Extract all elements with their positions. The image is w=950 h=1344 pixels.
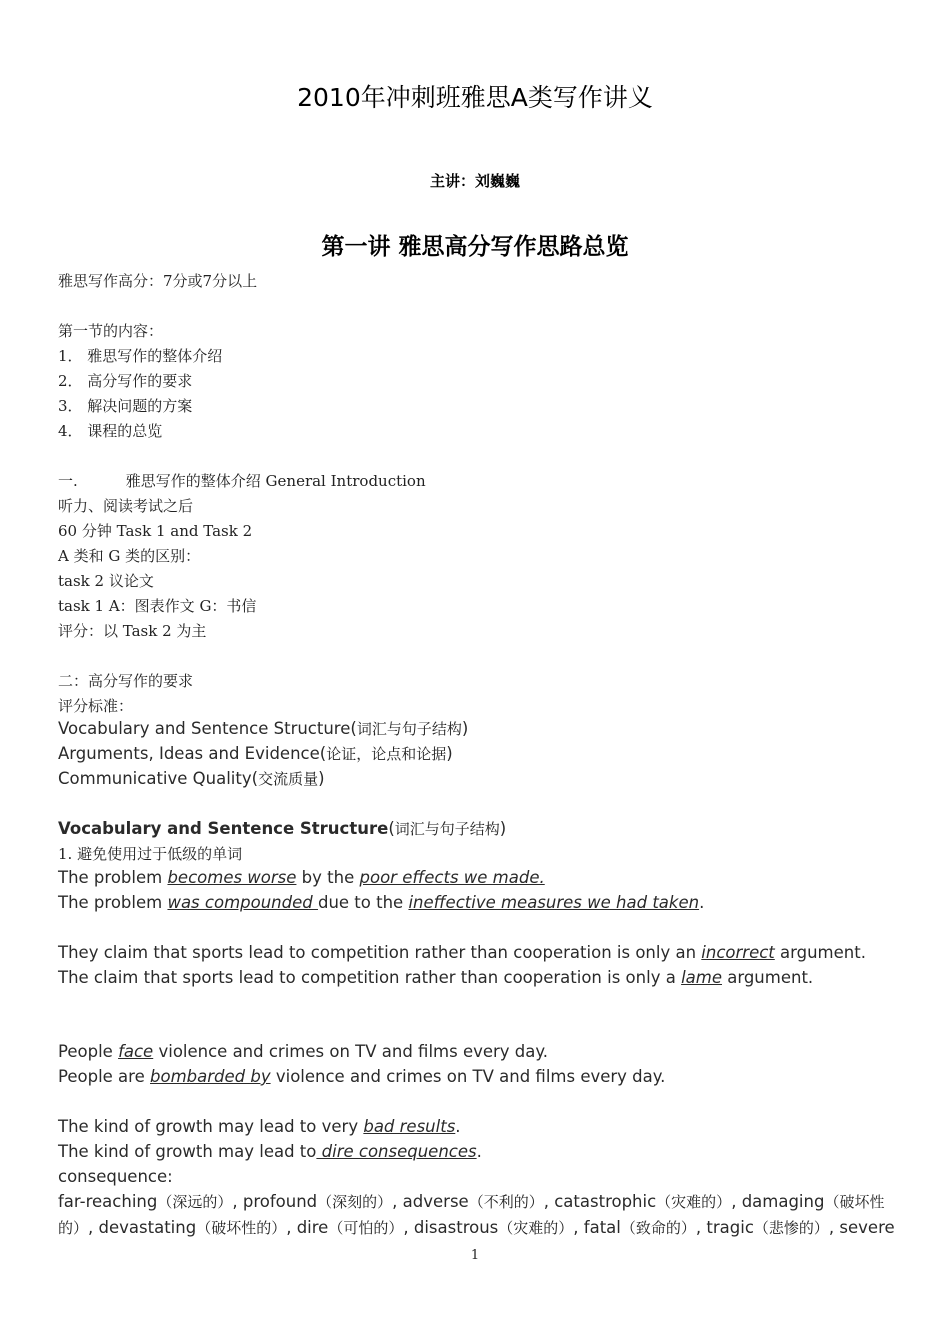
criterion-2: Arguments, Ideas and Evidence(论证，论点和论据) [58,744,453,763]
criterion-3: Communicative Quality(交流质量) [58,769,325,788]
part1-line-4: task 2 议论文 [58,572,154,590]
part2-header: 二：高分写作的要求 [58,672,194,690]
example-2b: The claim that sports lead to competition rather than cooperation is only a lame argument. [58,968,814,987]
example-3a: People face violence and crimes on TV and films every day. [58,1042,549,1061]
adjective-list: far-reaching（深远的）, profound（深刻的）, adverse（不利的）, catastrophic（灾难的）, damaging（破坏性的）, devastating（破坏性的）, dire（可怕的）, disastrous（灾难的）, fatal（致命的）, tragic（悲惨的）, severe [58,1192,895,1237]
document-title: 2010年冲刺班雅思A类写作讲义 [297,83,653,112]
contents-item-4: 4． 课程的总览 [58,422,163,440]
contents-item-2: 2． 高分写作的要求 [58,372,193,390]
part1-line-2: 60 分钟 Task 1 and Task 2 [58,522,253,540]
lecture-heading: 第一讲 雅思高分写作思路总览 [321,233,629,260]
vocab-point-1: 1. 避免使用过于低级的单词 [58,845,243,863]
page-number: 1 [470,1248,480,1263]
part1-header [58,470,426,491]
part1-line-5: task 1 A：图表作文 G：书信 [58,597,257,615]
part1-line-6: 评分：以 Task 2 为主 [58,622,207,640]
part1-line-3: A 类和 G 类的区别： [58,547,201,565]
criteria-label: 评分标准： [58,697,134,715]
vocab-section-title: Vocabulary and Sentence Structure(词汇与句子结构) [58,819,507,838]
part1-line-1: 听力、阅读考试之后 [58,497,194,515]
lecturer-line: 主讲：刘巍巍 [429,172,520,190]
consequence-label: consequence: [58,1167,173,1186]
high-score-line: 雅思写作高分：7分或7分以上 [58,272,258,290]
contents-item-1: 1． 雅思写作的整体介绍 [58,347,223,365]
part1-title: 雅思写作的整体介绍 General Introduction [125,472,426,490]
example-4a: The kind of growth may lead to very bad results. [58,1117,461,1136]
example-1a: The problem becomes worse by the poor effects we made. [58,868,545,887]
section-contents-label: 第一节的内容： [58,322,164,340]
example-4b: The kind of growth may lead to dire consequences. [58,1142,482,1161]
criterion-1: Vocabulary and Sentence Structure(词汇与句子结构) [58,719,469,738]
example-2a: They claim that sports lead to competition rather than cooperation is only an incorrect argument. [58,943,866,962]
contents-item-3: 3． 解决问题的方案 [58,397,193,415]
example-1b: The problem was compounded due to the ineffective measures we had taken. [58,893,705,912]
part1-number: 一. [58,472,78,490]
example-3b: People are bombarded by violence and crimes on TV and films every day. [58,1067,666,1086]
